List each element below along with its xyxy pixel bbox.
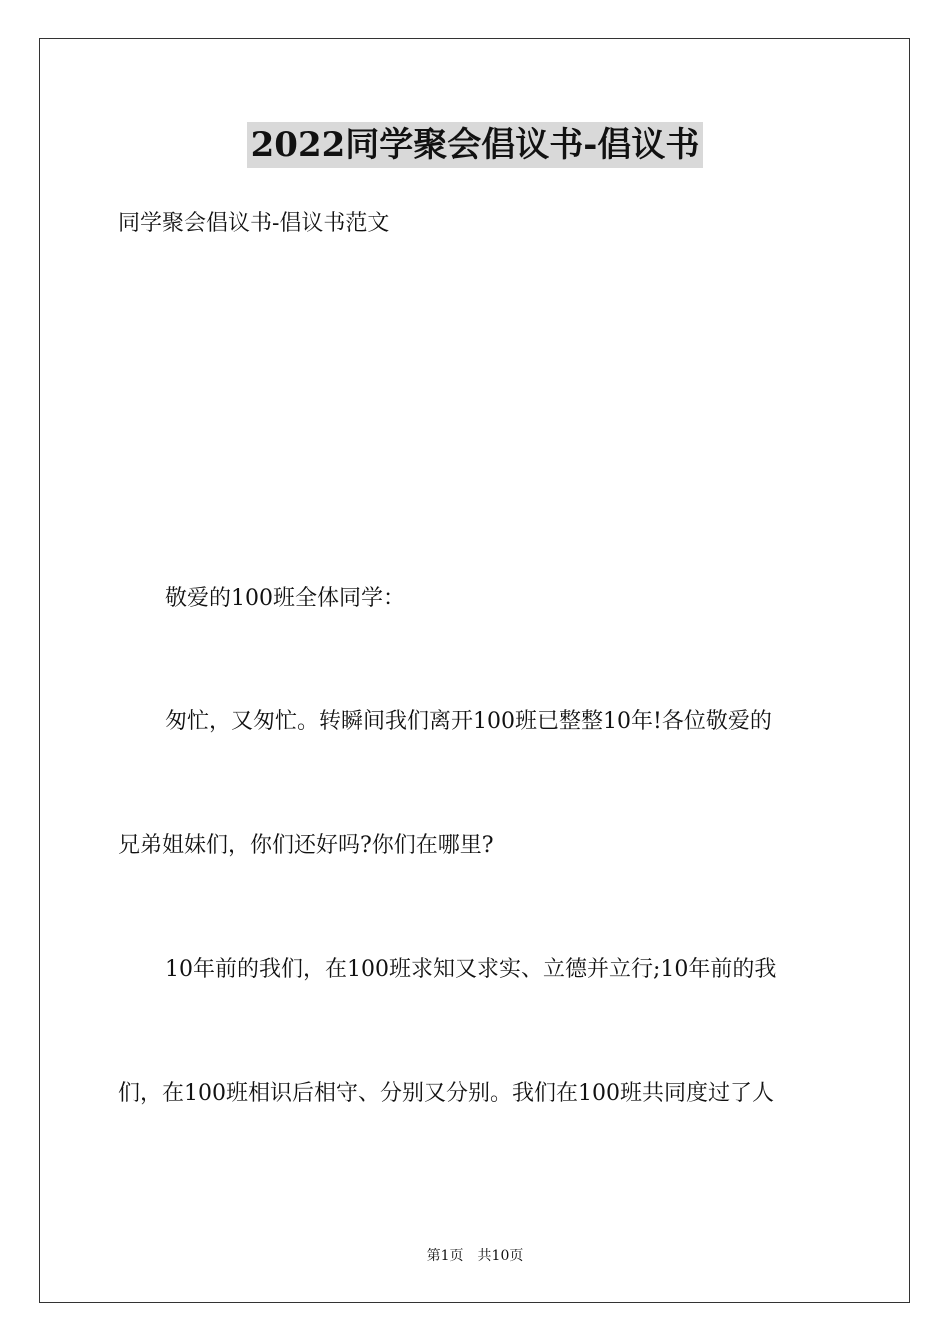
paragraph-line: 们，在100班相识后相守、分别又分别。我们在100班共同度过了人 (118, 1081, 774, 1106)
page-footer (0, 1246, 950, 1266)
document-title: 2022同学聚会倡议书-倡议书 (247, 122, 704, 168)
salutation-line: 敬爱的100班全体同学： (165, 586, 405, 611)
page-total: 共10页 (477, 1248, 524, 1264)
page-number: 第1页 (426, 1248, 464, 1264)
paragraph-line: 匆忙，又匆忙。转瞬间我们离开100班已整整10年!各位敬爱的 (165, 709, 772, 734)
document-subtitle: 同学聚会倡议书-倡议书范文 (118, 211, 390, 236)
paragraph-line: 兄弟姐妹们，你们还好吗?你们在哪里? (118, 833, 494, 858)
title-container (0, 122, 950, 168)
paragraph-line: 10年前的我们，在100班求知又求实、立德并立行;10年前的我 (165, 957, 777, 982)
